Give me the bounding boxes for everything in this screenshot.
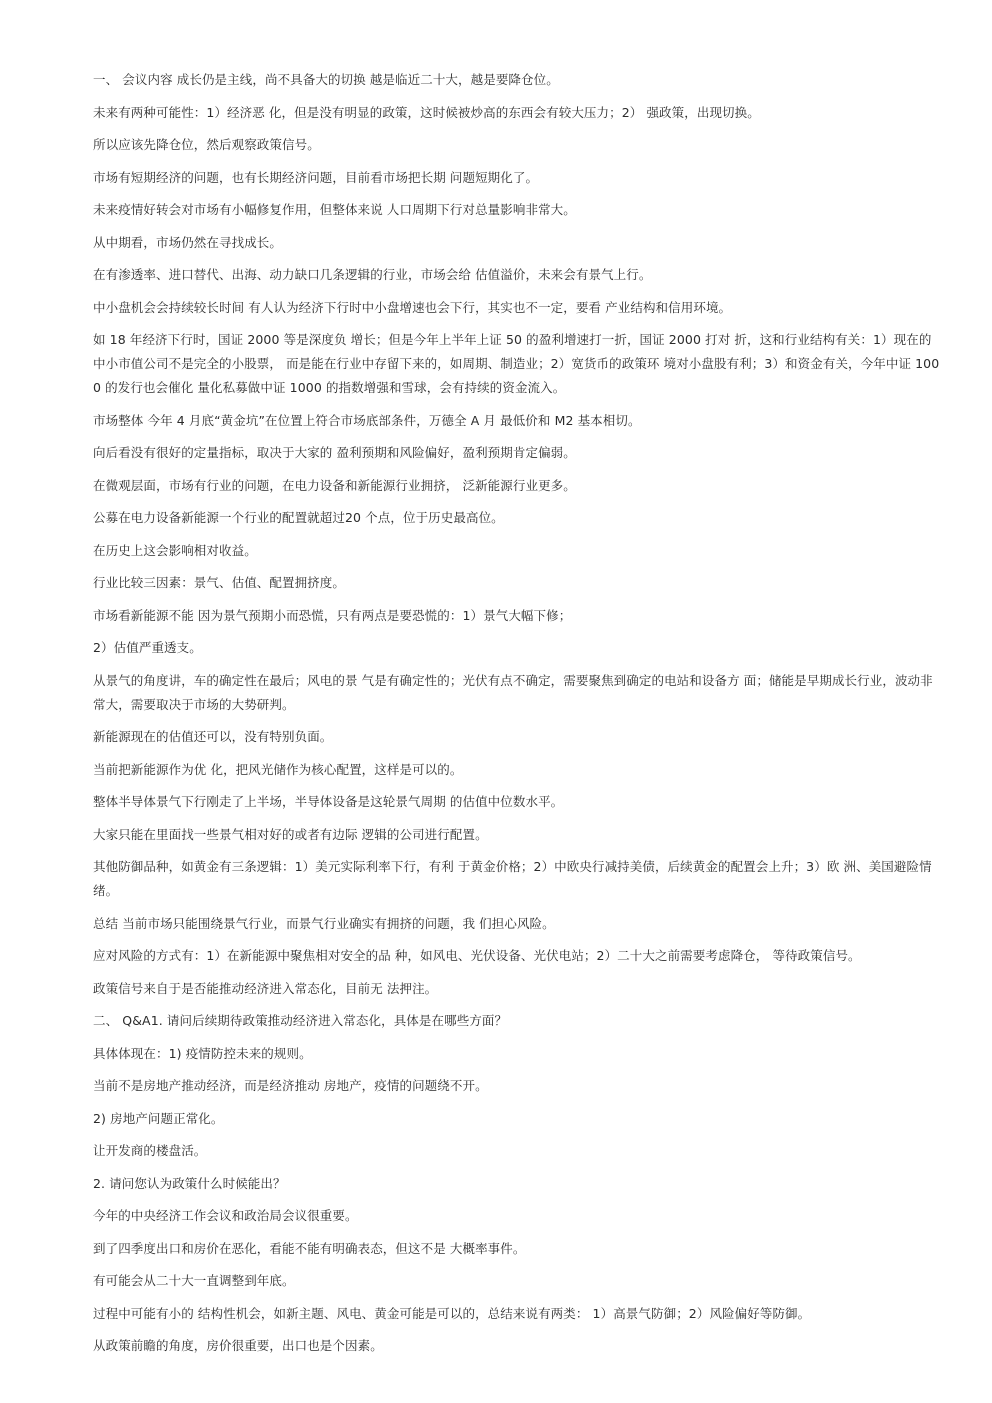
paragraph: 市场整体 今年 4 月底“黄金坑”在位置上符合市场底部条件，万德全 A 月 最低价和 M2 基本相切。: [93, 412, 641, 428]
paragraph: 让开发商的楼盘活。: [93, 1143, 207, 1158]
paragraph: 从中期看，市场仍然在寻找成长。: [93, 234, 283, 250]
paragraph: 从政策前瞻的角度，房价很重要，出口也是个因素。: [93, 1338, 383, 1353]
paragraph-section-2-heading: 二、 Q&A1. 请问后续期待政策推动经济进入常态化，具体是在哪些方面？: [93, 1013, 508, 1028]
paragraph: 总结 当前市场只能围绕景气行业，而景气行业确实有拥挤的问题，我 们担心风险。: [93, 915, 555, 931]
paragraph: 当前不是房地产推动经济，而是经济推动 房地产，疫情的问题绕不开。: [93, 1078, 488, 1093]
paragraph: 当前把新能源作为优 化，把风光储作为核心配置，这样是可以的。: [93, 761, 463, 777]
paragraph: 其他防御品种，如黄金有三条逻辑：1）美元实际利率下行，有利 于黄金价格；2）中欧央行减持美债，后续黄金的配置会上升；3）欧 洲、美国避险情绪。: [93, 859, 932, 898]
paragraph: 具体体现在：1) 疫情防控未来的规则。: [93, 1045, 312, 1061]
paragraph: 应对风险的方式有：1）在新能源中聚焦相对安全的品 种，如风电、光伏设备、光伏电站；2）二十大之前需要考虑降仓， 等待政策信号。: [93, 948, 861, 963]
paragraph: 如 18 年经济下行时，国证 2000 等是深度负 增长；但是今年上半年上证 50 的盈利增速打一折，国证 2000 打对 折，这和行业结构有关：1）现在的中小市值公司不是完全的小股票， 而是能在行业中存留下来的，如周期、制造业；2）宽货币的政策环 境对小盘股有利；3）和资金有关，今年中证 1000 的发行也会催化 量化私募做中证 1000 的指数增强和雪球，会有持续的资金流入。: [93, 332, 940, 395]
paragraph: 未来有两种可能性：1）经济恶 化，但是没有明显的政策，这时候被炒高的东西会有较大压力；2） 强政策，出现切换。: [93, 104, 760, 120]
paragraph: 未来疫情好转会对市场有小幅修复作用，但整体来说 人口周期下行对总量影响非常大。: [93, 202, 576, 217]
paragraph: 向后看没有很好的定量指标，取决于大家的 盈利预期和风险偏好，盈利预期肯定偏弱。: [93, 445, 576, 460]
paragraph: 市场有短期经济的问题，也有长期经济问题，目前看市场把长期 问题短期化了。: [93, 169, 539, 185]
paragraph: 政策信号来自于是否能推动经济进入常态化，目前无 法押注。: [93, 980, 438, 996]
paragraph-question: 2. 请问您认为政策什么时候能出？: [93, 1175, 286, 1191]
paragraph: 到了四季度出口和房价在恶化，看能不能有明确表态，但这不是 大概率事件。: [93, 1240, 526, 1256]
paragraph: 公募在电力设备新能源一个行业的配置就超过20 个点，位于历史最高位。: [93, 510, 504, 525]
document-body: [93, 68, 941, 1367]
paragraph: 中小盘机会会持续较长时间 有人认为经济下行时中小盘增速也会下行，其实也不一定，要看 产业结构和信用环境。: [93, 299, 732, 315]
paragraph-section-1-heading: 一、 会议内容 成长仍是主线，尚不具备大的切换 越是临近二十大，越是要降仓位。: [93, 72, 559, 87]
paragraph: 整体半导体景气下行刚走了上半场，半导体设备是这轮景气周期 的估值中位数水平。: [93, 794, 564, 809]
paragraph: 2）估值严重透支。: [93, 640, 202, 655]
paragraph: 在历史上这会影响相对收益。: [93, 542, 257, 558]
paragraph: 2) 房地产问题正常化。: [93, 1110, 224, 1126]
paragraph: 从景气的角度讲，车的确定性在最后；风电的景 气是有确定性的；光伏有点不确定，需要聚焦到确定的电站和设备方 面；储能是早期成长行业，波动非常大，需要取决于市场的大势研判。: [93, 672, 933, 712]
paragraph: 过程中可能有小的 结构性机会，如新主题、风电、黄金可能是可以的，总结来说有两类： 1）高景气防御；2）风险偏好等防御。: [93, 1305, 811, 1321]
paragraph: 有可能会从二十大一直调整到年底。: [93, 1273, 295, 1288]
paragraph: 行业比较三因素：景气、估值、配置拥挤度。: [93, 575, 346, 590]
paragraph: 在有渗透率、进口替代、出海、动力缺口几条逻辑的行业，市场会给 估值溢价，未来会有景气上行。: [93, 267, 652, 282]
paragraph: 新能源现在的估值还可以，没有特别负面。: [93, 729, 333, 744]
paragraph: 在微观层面，市场有行业的问题，在电力设备和新能源行业拥挤， 泛新能源行业更多。: [93, 477, 576, 493]
paragraph: 所以应该先降仓位，然后观察政策信号。: [93, 137, 320, 152]
paragraph: 市场看新能源不能 因为景气预期小而恐慌，只有两点是要恐慌的：1）景气大幅下修；: [93, 607, 572, 623]
paragraph: 今年的中央经济工作会议和政治局会议很重要。: [93, 1208, 358, 1223]
paragraph: 大家只能在里面找一些景气相对好的或者有边际 逻辑的公司进行配置。: [93, 826, 488, 842]
